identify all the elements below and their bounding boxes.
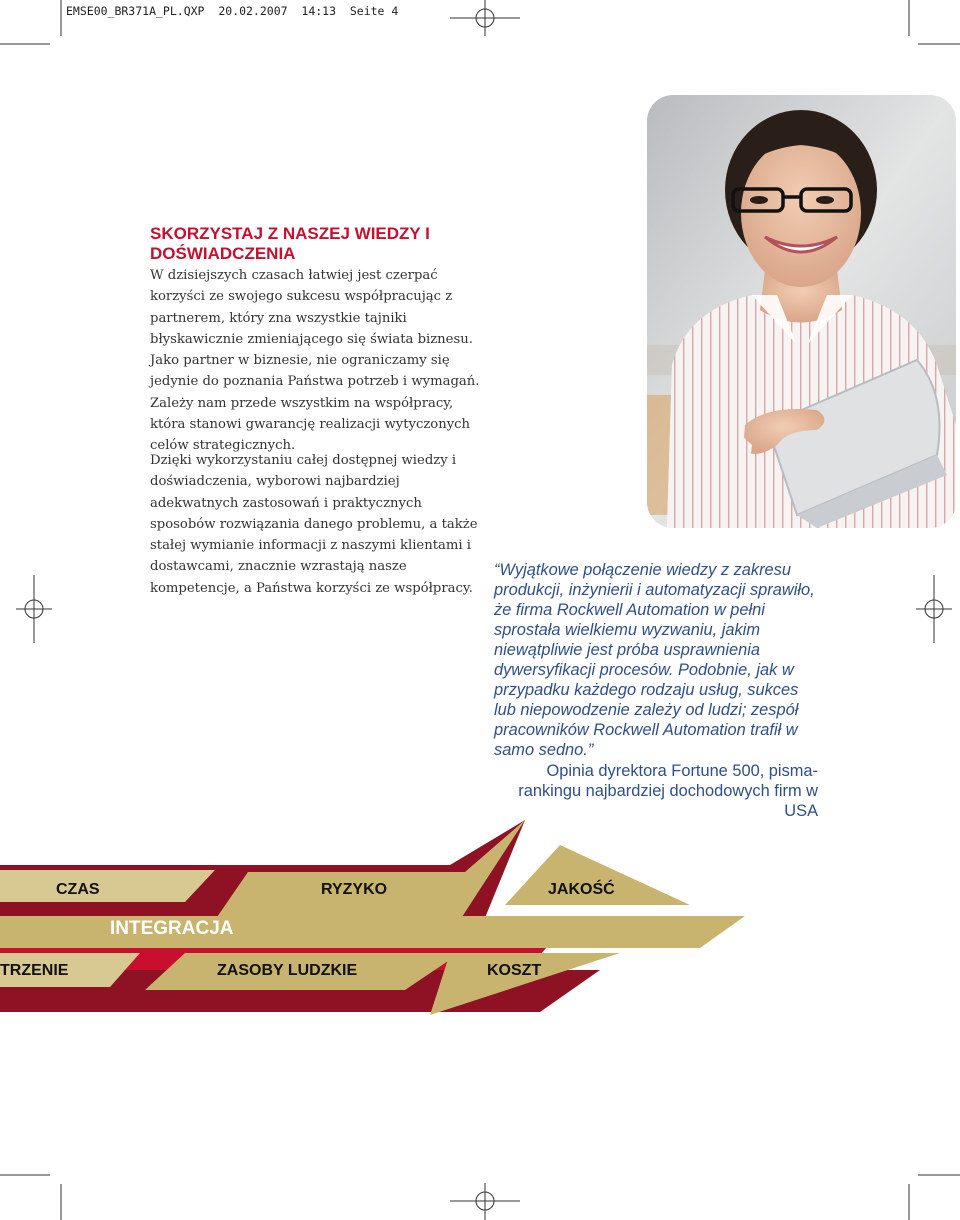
quote-text: “Wyjątkowe połączenie wiedzy z zakresu produkcji, inżynierii i automatyzacji sprawiło, że firma Rockwell Automation w pełni sprostała wielkiemu wyzwaniu, jakim niewątpliwie jest próba usprawnienia dywersyfikacji procesów. Podobnie, jak w przypadku każdego rodzaju usług, sukces lub niepowodzenie zależy od ludzi; zespół pracowników Rockwell Automation trafił w samo sedno.” [494,561,815,759]
band-label-trzenie: TRZENIE [0,962,69,979]
section-heading: SKORZYSTAJ Z NASZEJ WIEDZY I DOŚWIADCZENIA [150,224,430,263]
arrow-band-graphic [0,820,960,1020]
band-label-zasoby: ZASOBY LUDZKIE [217,962,358,979]
registration-mark-right [916,575,952,643]
body-paragraph-2: Dzięki wykorzystaniu całej dostępnej wiedzy i doświadczenia, wyborowi najbardziej adekwatnych zastosowań i praktycznych sposobów rozwiązania danego problemu, a także stałej wymianie informacji z naszymi klientami i dostawcami, znacznie wzrastają nasze kompetencje, a Państwa korzyści ze współpracy. [150,453,478,596]
band-label-koszt: KOSZT [487,962,542,979]
quote-attribution: Opinia dyrektora Fortune 500, pisma-rankingu najbardziej dochodowych firm w USA [518,762,818,820]
gold-band-czas [0,870,215,902]
body-paragraph-1: W dzisiejszych czasach łatwiej jest czerpać korzyści ze swojego sukcesu współpracując z partnerem, który zna wszystkie tajniki błyskawicznie zmieniającego się świata biznesu. Jako partner w biznesie, nie ograniczamy się jedynie do poznania Państwa potrzeb i wymagań. Zależy nam przede wszystkim na współpracy, która stanowi gwarancję realizacji wytyczonych celów strategicznych. [150,268,480,454]
band-label-czas: CZAS [56,881,100,898]
print-slug: EMSE00_BR371A_PL.QXP 20.02.2007 14:13 Seite 4 [66,4,399,18]
businesswoman-photo [647,95,956,528]
band-label-jakosc: JAKOŚĆ [548,881,615,898]
band-label-integracja: INTEGRACJA [110,918,234,939]
band-label-ryzyko: RYZYKO [321,881,388,898]
registration-mark-bottom [450,1183,520,1220]
registration-mark-top [450,0,520,36]
registration-mark-left [16,575,52,643]
